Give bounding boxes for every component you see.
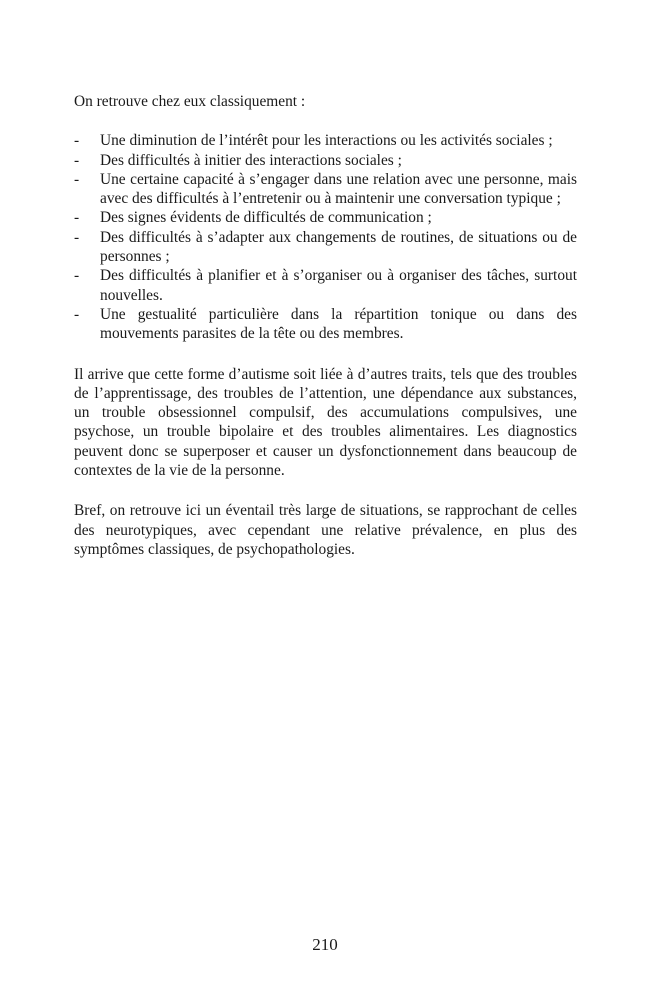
spacer <box>74 344 577 365</box>
body-paragraph: Il arrive que cette forme d’autisme soit liée à d’autres traits, tels que des troubles de l’apprentissage, des troubles de l’attention, une dépendance aux substances, un trouble obsessionnel compulsif, des accumulations compulsives, une psychose, un trouble bipolaire et des troubles alimentaires. Les diagnostics peuvent donc se superposer et causer un dysfonctionnement dans beaucoup de contextes de la vie de la personne. <box>74 365 577 480</box>
dash-bullet: - <box>74 267 80 285</box>
dash-bullet: - <box>74 305 80 323</box>
body-paragraph: Bref, on retrouve ici un éventail très large de situations, se rapprochant de celles des neurotypiques, avec cependant une relative prévalence, en plus des symptômes classiques, de psychopathologies. <box>74 502 577 558</box>
spacer <box>74 480 577 501</box>
list-item-text: Une diminution de l’intérêt pour les interactions ou les activités sociales ; <box>100 132 553 150</box>
list-item <box>74 266 577 305</box>
dash-bullet: - <box>74 170 80 188</box>
list-item <box>74 305 577 344</box>
intro-sentence: On retrouve chez eux classiquement : <box>74 93 306 110</box>
spacer <box>74 111 577 131</box>
page-body <box>74 92 577 559</box>
list-item-text: Des difficultés à initier des interactions sociales ; <box>100 151 402 169</box>
list-item <box>74 228 577 267</box>
list-item-text: Des difficultés à planifier et à s’organiser ou à organiser des tâches, surtout nouvelles. <box>100 267 577 304</box>
symptom-list <box>74 131 577 343</box>
dash-bullet: - <box>74 151 80 169</box>
dash-bullet: - <box>74 132 80 150</box>
dash-bullet: - <box>74 228 80 246</box>
list-item-text: Une certaine capacité à s’engager dans une relation avec une personne, mais avec des difficultés à l’entretenir ou à maintenir une conversation typique ; <box>100 170 577 208</box>
list-item-text: Une gestualité particulière dans la répartition tonique ou dans des mouvements parasites de la tête ou des membres. <box>100 305 577 343</box>
list-item <box>74 131 577 150</box>
page-number: 210 <box>312 935 338 954</box>
list-item <box>74 151 577 170</box>
list-item <box>74 208 577 227</box>
list-item-text: Des difficultés à s’adapter aux changements de routines, de situations ou de personnes ; <box>100 228 577 266</box>
list-item-text: Des signes évidents de difficultés de communication ; <box>100 209 432 227</box>
dash-bullet: - <box>74 209 80 227</box>
list-item <box>74 170 577 209</box>
